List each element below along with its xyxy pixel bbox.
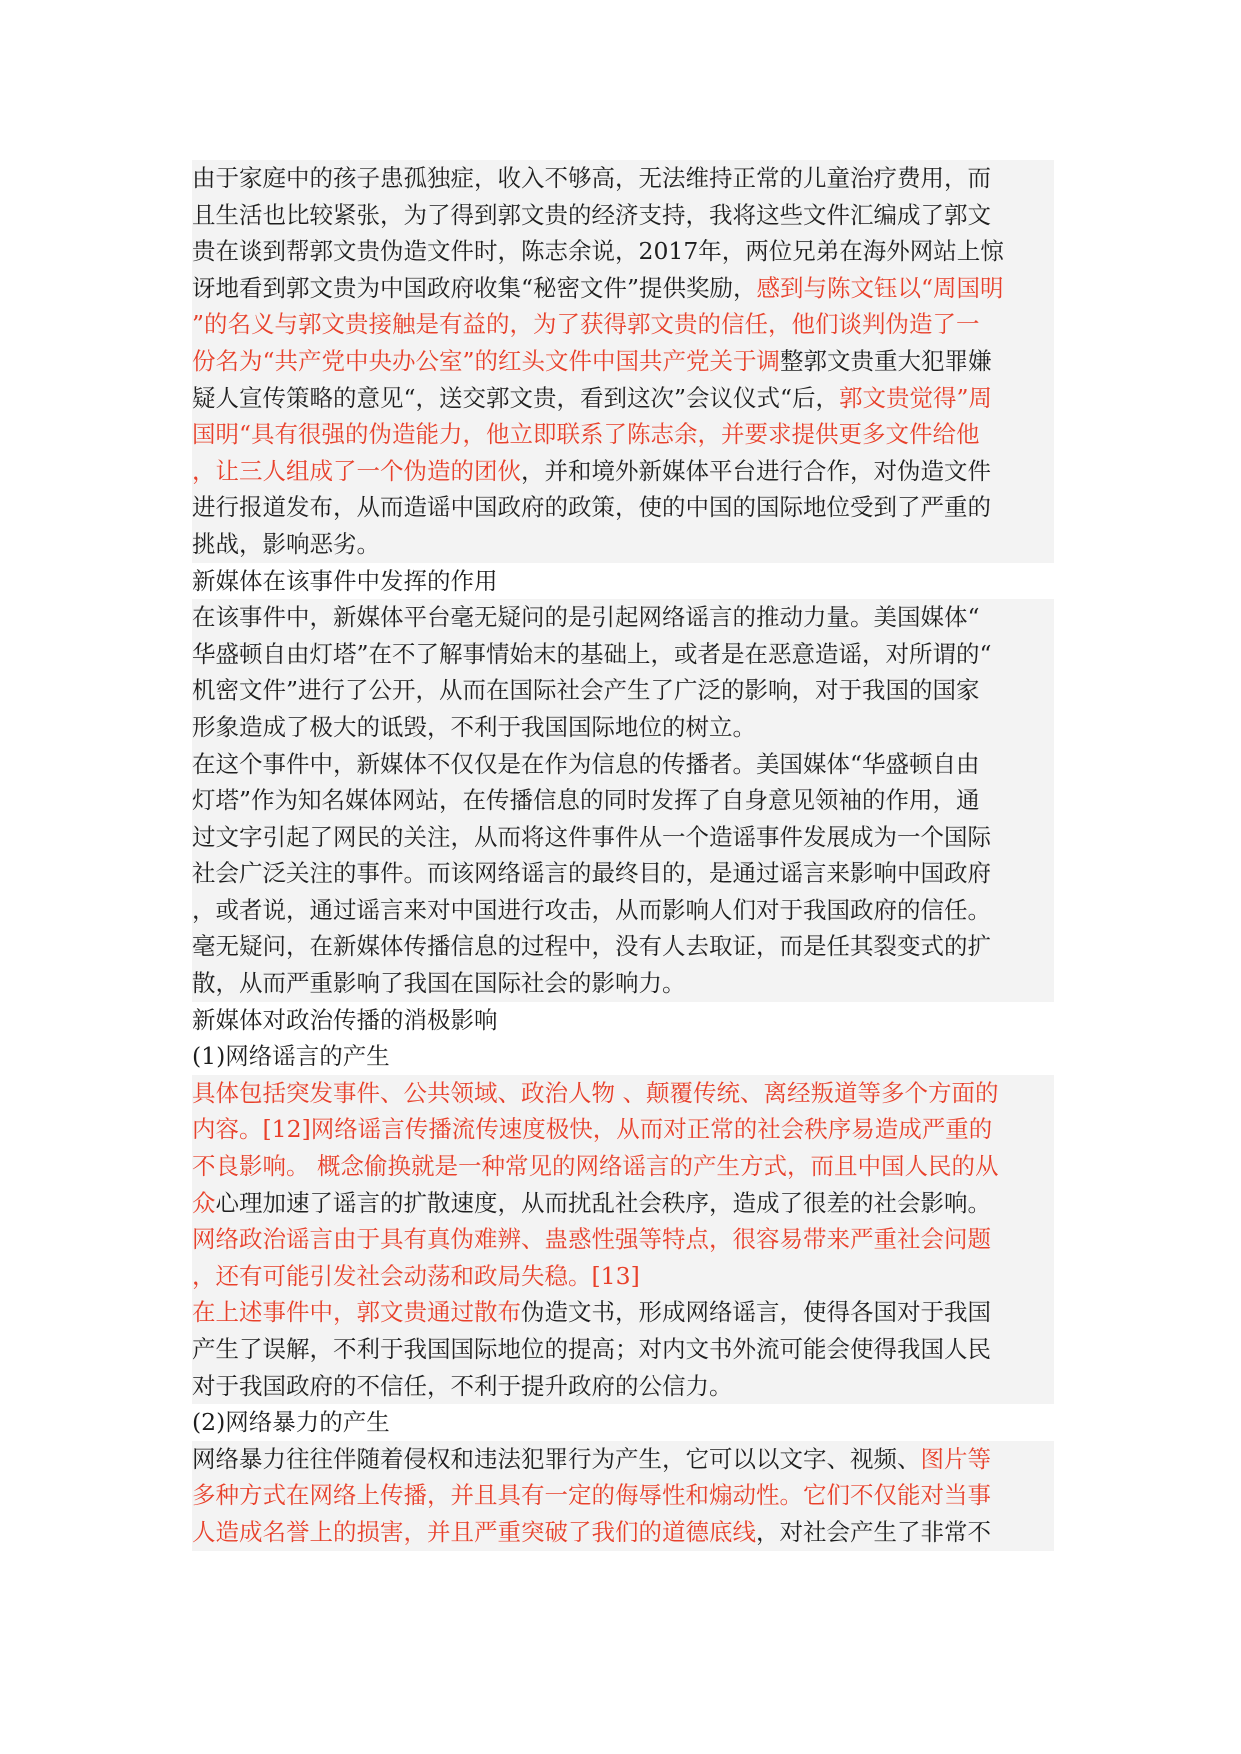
text-line: [192, 1294, 1054, 1331]
text-line: [192, 1258, 1054, 1295]
text-line: [192, 306, 1054, 343]
text-segment: ，或者说，通过谣言来对中国进行攻击，从而影响人们对于我国政府的信任。: [192, 895, 991, 924]
highlighted-text-segment: 国明“具有很强的伪造能力，他立即联系了陈志余，并要求提供更多文件给他: [192, 420, 980, 449]
text-segment: ，并和境外新媒体平台进行合作，对伪造文件: [521, 456, 991, 485]
text-segment: 散，从而严重影响了我国在国际社会的影响力。: [192, 969, 686, 998]
text-line: [192, 563, 1054, 600]
highlighted-text-segment: 不良影响。 概念偷换就是一种常见的网络谣言的产生方式，而且中国人民的从: [192, 1152, 999, 1181]
text-segment: 整郭文贵重大犯罪嫌: [780, 346, 992, 375]
text-line: [192, 1075, 1054, 1112]
text-segment: 在该事件中，新媒体平台毫无疑问的是引起网络谣言的推动力量。美国媒体“: [192, 603, 980, 632]
text-line: [192, 1441, 1054, 1478]
text-segment: 华盛顿自由灯塔”在不了解事情始末的基础上，或者是在恶意造谣，对所谓的“: [192, 639, 992, 668]
text-line: [192, 892, 1054, 929]
text-segment: 网络暴力往往伴随着侵权和违法犯罪行为产生，它可以以文字、视频、: [192, 1444, 921, 1473]
text-segment: 伪造文书，形成网络谣言，使得各国对于我国: [521, 1298, 991, 1327]
text-segment: 进行报道发布，从而造谣中国政府的政策，使的中国的国际地位受到了严重的: [192, 493, 991, 522]
text-line: [192, 1221, 1054, 1258]
highlighted-text-segment: 份名为“共产党中央办公室”的红头文件中国共产党关于调: [192, 346, 781, 375]
text-line: [192, 599, 1054, 636]
text-segment: (2)网络暴力的产生: [192, 1408, 390, 1437]
text-line: [192, 233, 1054, 270]
text-line: [192, 160, 1054, 197]
text-line: [192, 1148, 1054, 1185]
text-line: [192, 270, 1054, 307]
text-line: [192, 1368, 1054, 1405]
text-segment: 讶地看到郭文贵为中国政府收集“秘密文件”提供奖励，: [192, 273, 757, 302]
highlighted-text-segment: 众: [192, 1188, 216, 1217]
document-body: [192, 160, 1054, 1551]
highlighted-text-segment: 郭文贵觉得”周: [839, 383, 993, 412]
highlighted-text-segment: 网络政治谣言由于具有真伪难辨、蛊惑性强等特点，很容易带来严重社会问题: [192, 1225, 991, 1254]
text-segment: 在这个事件中，新媒体不仅仅是在作为信息的传播者。美国媒体“华盛顿自由: [192, 749, 980, 778]
text-line: [192, 819, 1054, 856]
text-line: [192, 416, 1054, 453]
text-segment: (1)网络谣言的产生: [192, 1042, 390, 1071]
text-line: [192, 1404, 1054, 1441]
text-line: [192, 1477, 1054, 1514]
highlighted-text-segment: 具体包括突发事件、公共领域、政治人物 、颠覆传统、离经叛道等多个方面的: [192, 1078, 999, 1107]
highlighted-text-segment: ，还有可能引发社会动荡和政局失稳。[13]: [192, 1261, 640, 1290]
text-line: [192, 1514, 1054, 1551]
highlighted-text-segment: ”的名义与郭文贵接触是有益的，为了获得郭文贵的信任，他们谈判伪造了一: [192, 310, 980, 339]
text-segment: 产生了误解，不利于我国国际地位的提高；对内文书外流可能会使得我国人民: [192, 1335, 991, 1363]
highlighted-text-segment: 内容。[12]网络谣言传播流传速度极快，从而对正常的社会秩序易造成严重的: [192, 1115, 993, 1144]
highlighted-text-segment: 在上述事件中，郭文贵通过散布: [192, 1298, 521, 1327]
text-line: [192, 1038, 1054, 1075]
text-line: [192, 746, 1054, 783]
text-segment: 社会广泛关注的事件。而该网络谣言的最终目的，是通过谣言来影响中国政府: [192, 859, 991, 888]
text-line: [192, 380, 1054, 417]
highlighted-text-segment: 人造成名誉上的损害，并且严重突破了我们的道德底线: [192, 1517, 756, 1546]
text-segment: 挑战，影响恶劣。: [192, 529, 380, 558]
highlighted-text-segment: 感到与陈文钰以“周国明: [756, 273, 1004, 302]
text-line: [192, 636, 1054, 673]
text-line: [192, 1002, 1054, 1039]
text-segment: 心理加速了谣言的扩散速度，从而扰乱社会秩序，造成了很差的社会影响。: [215, 1188, 991, 1217]
highlighted-text-segment: 多种方式在网络上传播，并且具有一定的侮辱性和煽动性。它们不仅能对当事: [192, 1481, 991, 1510]
text-line: [192, 1185, 1054, 1222]
highlighted-text-segment: 图片等: [920, 1444, 991, 1473]
text-segment: 机密文件”进行了公开，从而在国际社会产生了广泛的影响，对于我国的国家: [192, 676, 980, 705]
text-segment: 由于家庭中的孩子患孤独症，收入不够高，无法维持正常的儿童治疗费用，而: [192, 164, 991, 192]
text-line: [192, 197, 1054, 234]
text-line: [192, 526, 1054, 563]
text-segment: 形象造成了极大的诋毁，不利于我国国际地位的树立。: [192, 712, 756, 741]
text-line: [192, 489, 1054, 526]
text-line: [192, 855, 1054, 892]
text-line: [192, 928, 1054, 965]
text-segment: 疑人宣传策略的意见“，送交郭文贵，看到这次”会议仪式“后，: [192, 383, 840, 412]
text-segment: 新媒体对政治传播的消极影响: [192, 1005, 498, 1034]
text-segment: 毫无疑问，在新媒体传播信息的过程中，没有人去取证，而是任其裂变式的扩: [192, 932, 991, 961]
text-segment: 过文字引起了网民的关注，从而将这件事件从一个造谣事件发展成为一个国际: [192, 822, 991, 851]
text-segment: 灯塔”作为知名媒体网站，在传播信息的同时发挥了自身意见领袖的作用，通: [192, 786, 980, 815]
text-segment: 新媒体在该事件中发挥的作用: [192, 566, 498, 595]
text-line: [192, 1111, 1054, 1148]
text-line: [192, 1331, 1054, 1368]
text-line: [192, 709, 1054, 746]
text-line: [192, 782, 1054, 819]
text-segment: 对于我国政府的不信任，不利于提升政府的公信力。: [192, 1371, 733, 1400]
text-line: [192, 343, 1054, 380]
text-line: [192, 672, 1054, 709]
highlighted-text-segment: ，让三人组成了一个伪造的团伙: [192, 456, 521, 485]
text-segment: 贵在谈到帮郭文贵伪造文件时，陈志余说，2017年，两位兄弟在海外网站上惊: [192, 237, 1004, 266]
text-line: [192, 965, 1054, 1002]
text-line: [192, 453, 1054, 490]
text-segment: ，对社会产生了非常不: [756, 1517, 991, 1546]
text-segment: 且生活也比较紧张，为了得到郭文贵的经济支持，我将这些文件汇编成了郭文: [192, 200, 991, 229]
